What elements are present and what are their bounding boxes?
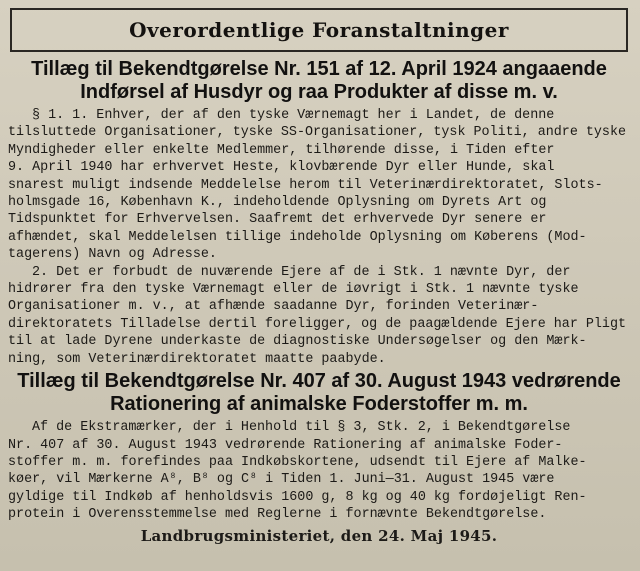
- notice-2-heading: [8, 370, 630, 416]
- text-line: holmsgade 16, København K., indeholdende Oplysning om Dyrets Art og: [8, 195, 547, 211]
- text-line: til at lade Dyrene underkaste de diagnostiske Undersøgelser og den Mærk-: [8, 334, 587, 350]
- notice-1: [8, 58, 630, 368]
- text-line: hidrører fra den tyske Værnemagt eller de iøvrigt i Stk. 1 nævnte tyske: [8, 282, 579, 298]
- text-line: ning, som Veterinærdirektoratet maatte paabyde.: [8, 351, 386, 367]
- notice-1-paragraph-2: [8, 264, 630, 368]
- text-line: § 1. 1. Enhver, der af den tyske Værnemagt her i Landet, de denne: [32, 108, 555, 123]
- notice-2-heading-line: Tillæg til Bekendtgørelse Nr. 407 af 30. August 1943 vedrørende: [17, 370, 621, 393]
- notice-1-paragraph-1: [8, 107, 630, 264]
- text-line: protein i Overensstemmelse med Reglerne i fornævnte Bekendtgørelse.: [8, 507, 547, 523]
- text-line: Myndigheder eller enkelte Medlemmer, tilhørende disse, i Tiden efter: [8, 142, 555, 158]
- text-line: direktoratets Tilladelse dertil foreligger, og de paagældende Ejere har Pligt: [8, 316, 627, 332]
- text-line: stoffer m. m. forefindes paa Indkøbskortene, udsendt til Ejere af Malke-: [8, 454, 587, 470]
- text-line: tagerens) Navn og Adresse.: [8, 247, 217, 263]
- section-header-box: [10, 8, 628, 52]
- text-line: Tidspunktet for Erhvervelsen. Saafremt det erhvervede Dyr senere er: [8, 212, 547, 228]
- text-line: afhændet, skal Meddelelsen tillige indeholde Oplysning om Køberens (Mod-: [8, 229, 587, 245]
- text-line: tilsluttede Organisationer, tyske SS-Organisationer, tysk Politi, andre tyske: [8, 125, 627, 141]
- text-line: snarest muligt indsende Meddelelse herom til Veterinærdirektoratet, Slots-: [8, 177, 603, 193]
- text-line: Nr. 407 af 30. August 1943 vedrørende Rationering af animalske Foder-: [8, 437, 563, 453]
- notice-2-paragraph: [8, 419, 630, 523]
- text-line: 2. Det er forbudt de nuværende Ejere af de i Stk. 1 nævnte Dyr, der: [32, 264, 571, 280]
- text-line: 9. April 1940 har erhvervet Heste, klovbærende Dyr eller Hunde, skal: [8, 160, 555, 176]
- section-header-title: Overordentlige Foranstaltninger: [129, 18, 509, 42]
- notice-2: [8, 370, 630, 544]
- notice-1-heading-line: Indførsel af Husdyr og raa Produkter af disse m. v.: [80, 81, 558, 103]
- text-line: køer, vil Mærkerne A⁸, B⁸ og C⁸ i Tiden 1. Juni—31. August 1945 være: [8, 472, 555, 488]
- ministry-signature: Landbrugsministeriet, den 24. Maj 1945.: [140, 526, 498, 545]
- text-line: Organisationer m. v., at afhænde saadanne Dyr, forinden Veterinær-: [8, 299, 539, 315]
- notice-1-heading: [8, 58, 630, 104]
- notice-2-heading-line: Rationering af animalske Foderstoffer m. m.: [110, 393, 528, 416]
- text-line: gyldige til Indkøb af henholdsvis 1600 g, 8 kg og 40 kg fordøjeligt Ren-: [8, 489, 587, 505]
- notice-1-heading-line: Tillæg til Bekendtgørelse Nr. 151 af 12. April 1924 angaaende: [31, 58, 607, 80]
- text-line: Af de Ekstramærker, der i Henhold til § 3, Stk. 2, i Bekendtgørelse: [32, 420, 571, 436]
